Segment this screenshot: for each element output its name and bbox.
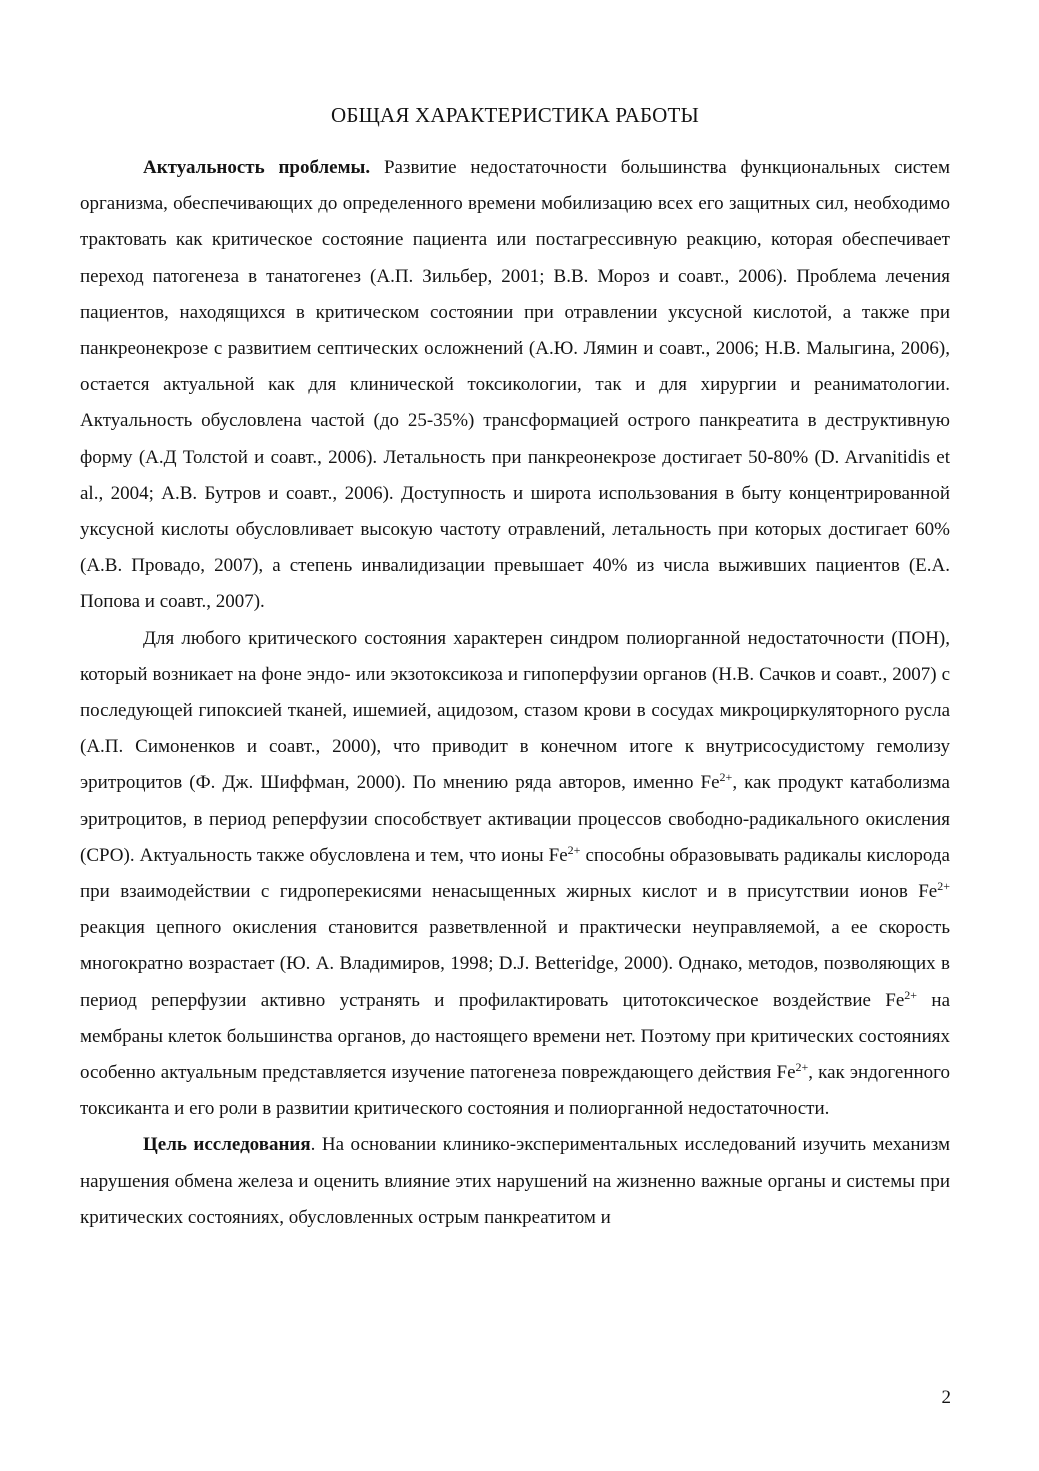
paragraph-pon (80, 621, 950, 1128)
paragraph-text: , как продукт катаболизма эритроцитов, в период реперфузии способствует активации процессов свободно-радикального окисления (СРО). Актуальность также обусловлена и тем, что ионы Fe (80, 772, 950, 866)
ion-charge-superscript: 2+ (719, 770, 733, 785)
document-body (80, 150, 950, 1236)
paragraph-text: Развитие недостаточности большинства функциональных систем организма, обеспечивающих до определенного времени мобилизацию всех его защитных сил, необходимо трактовать как критическое состояние пациента или постагрессивную реакцию, которая обеспечивает переход патогенеза в танатогенез (А.П. Зильбер, 2001; В.В. Мороз и соавт., 2006). Проблема лечения пациентов, находящихся в критическом состоянии при отравлении уксусной кислотой, а также при панкреонекрозе с развитием септических осложнений (А.Ю. Лямин и соавт., 2006; Н.В. Малыгина, 2006), остается актуальной как для клинической токсикологии, так и для хирургии и реаниматологии. Актуальность обусловлена частой (до 25-35%) трансформацией острого панкреатита в деструктивную форму (А.Д Толстой и соавт., 2006). Летальность при панкреонекрозе достигает 50-80% (D. Arvanitidis et al., 2004; А.В. Бутров и соавт., 2006). Доступность и широта использования в быту концентрированной уксусной кислоты обусловливает высокую частоту отравлений, летальность при которых достигает 60% (А.В. Провадо, 2007), а степень инвалидизации превышает 40% из числа выживших пациентов (Е.А. Попова и соавт., 2007). (80, 157, 950, 613)
page-number: 2 (941, 1387, 951, 1408)
paragraph-text: . На основании клинико-экспериментальных исследований изучить механизм нарушения обмена железа и оценить влияние этих нарушений на жизненно важные органы и системы при критических состояниях, обусловленных острым панкреатитом и (80, 1134, 951, 1228)
paragraph-text: на мембраны клеток большинства органов, до настоящего времени нет. Поэтому при критических состояниях особенно актуальным представляется изучение патогенеза повреждающего действия Fe (80, 989, 951, 1084)
ion-charge-superscript: 2+ (795, 1060, 809, 1075)
ion-charge-superscript: 2+ (937, 879, 950, 894)
paragraph-relevance (80, 150, 950, 621)
paragraph-goal (80, 1127, 950, 1236)
ion-charge-superscript: 2+ (567, 842, 581, 857)
paragraph-text: реакция цепного окисления становится разветвленной и практически неуправляемой, а ее скорость многократно возрастает (Ю. А. Владимиров, 1998; D.J. Betteridge, 2000). Однако, методов, позволяющих в период реперфузии активно устранять и профилактировать цитотоксическое воздействие Fe (80, 917, 950, 1011)
paragraph-label-goal: Цель исследования (143, 1134, 311, 1156)
paragraph-text: способны образовывать радикалы кислорода при взаимодействии с гидроперекисями ненасыщенных жирных кислот и в присутствии ионов Fe (80, 844, 950, 903)
page-title: ОБЩАЯ ХАРАКТЕРИСТИКА РАБОТЫ (330, 103, 700, 127)
ion-charge-superscript: 2+ (904, 987, 918, 1002)
paragraph-label-relevance: Актуальность проблемы. (143, 157, 371, 178)
paragraph-text: Для любого критического состояния характерен синдром полиорганной недостаточности (ПОН), который возникает на фоне эндо- или экзотоксикоза и гипоперфузии органов (Н.В. Сачков и соавт., 2007) с последующей гипоксией тканей, ишемией, ацидозом, стазом крови в сосудах микроциркуляторного русла (А.П. Симоненков и соавт., 2000), что приводит в конечном итоге к внутрисосудистому гемолизу эритроцитов (Ф. Дж. Шиффман, 2000). По мнению ряда авторов, именно Fe (80, 627, 950, 794)
paragraph-text: , как эндогенного токсиканта и его роли в развитии критического состояния и полиорганной недостаточности. (80, 1062, 951, 1120)
